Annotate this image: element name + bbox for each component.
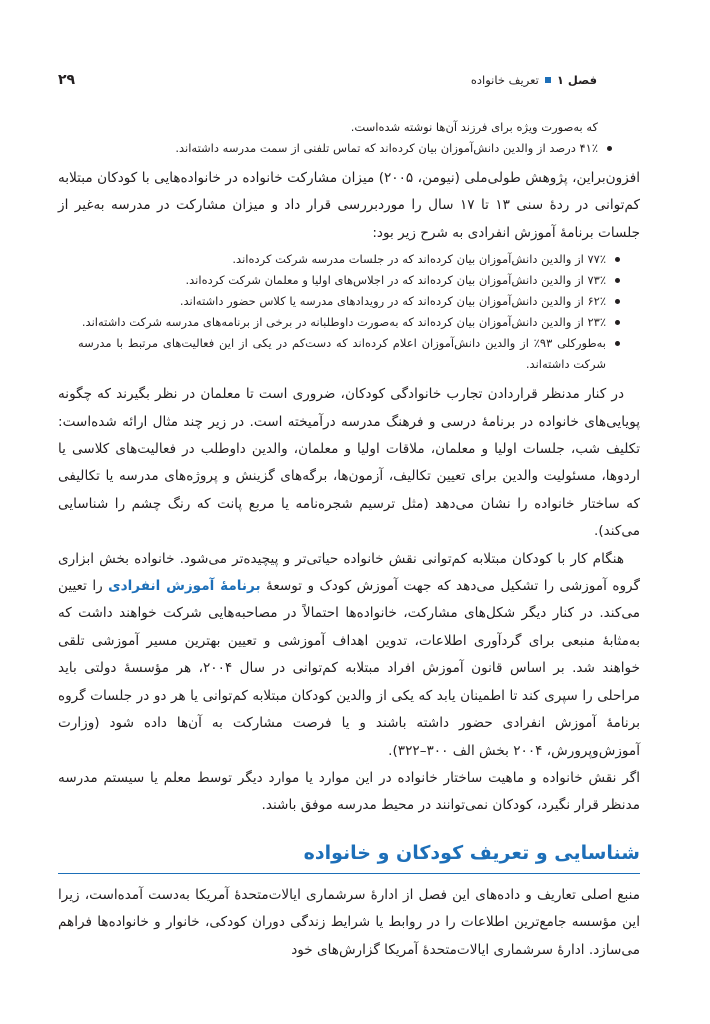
paragraph-study: افزون‌براین، پژوهش طولی‌ملی (نیومن، ۲۰۰۵) میزان مشارکت خانواده در خانواده‌هایی با کودکان مبتلابه کم‌توانی در ردهٔ سنی ۱۳ تا ۱۷ سال را موردبررسی قرار داد و میزان مشارکت در مدرسه به‌غیر از جلسات برنامهٔ آموزش انفرادی به شرح زیر بود: <box>58 170 640 241</box>
list-item: به‌طورکلی ۹۳٪ از والدین دانش‌آموزان اعلام کرده‌اند که دست‌کم در یکی از این فعالیت‌های مرتبط با مدرسه شرکت داشته‌اند. <box>78 333 620 375</box>
chapter-title: تعریف خانواده <box>470 73 539 87</box>
square-bullet-icon <box>545 77 551 83</box>
list-item: ۷۳٪ از والدین دانش‌آموزان بیان کرده‌اند که در اجلاس‌های اولیا و معلمان شرکت کرده‌اند. <box>78 270 620 291</box>
page-header <box>58 69 597 91</box>
paragraph-text: هنگام کار با کودکان مبتلابه کم‌توانی نقش خانواده حیاتی‌تر و پیچیده‌تر می‌شود. خانواده بخش ابزاری گروه آموزشی را تشکیل می‌دهد که جهت آموزش کودک و توسعهٔ <box>58 550 640 595</box>
highlighted-term: برنامهٔ آموزش انفرادی <box>108 578 261 595</box>
list-item: که به‌صورت ویژه برای فرزند آن‌ها نوشته شده‌است. <box>350 120 598 134</box>
results-list-continued <box>58 117 640 159</box>
paragraph-text: را تعیین می‌کند. در کنار دیگر شکل‌های مشارکت، خانواده‌ها احتمالاً در مصاحبه‌هایی شرکت خواهند داشت که به‌مثابهٔ منبعی برای گردآوری اطلاعات، تدوین اهداف آموزشی و تعیین بهترین مسیر آموزشی تلقی خواهند شد. بر اساس قانون آموزش افراد مبتلابه کم‌توانی در سال ۲۰۰۴، هر مؤسسهٔ دولتی باید مراحلی را سپری کند تا اطمینان یابد که یکی از والدین کودکان مبتلابه کم‌توانی یا هر دو در جلسات گروه برنامهٔ آموزش انفرادی حضور داشته باشند و یا فرصت مشارکت به آن‌ها داده شود (وزارت آموزش‌وپرورش، ۲۰۰۴ بخش الف ۳۰۰–۳۲۲). <box>58 578 640 759</box>
paragraph-family-dynamics: در کنار مدنظر قراردادن تجارب خانوادگی کودکان، ضروری است تا معلمان در نظر بگیرند که چگونه پویایی‌های خانواده در برنامهٔ درسی و فرهنگ مدرسه درآمیخته است. در زیر چند مثال ارائه شده‌است: تکلیف شب، جلسات اولیا و معلمان، ملاقات اولیا و معلمان، والدین داوطلب در فعالیت‌های کلاسی یا اردوها، مسئولیت والدین برای تعیین تکالیف، آزمون‌ها، برگه‌های گزینش و پروژه‌های مدرسه یا تکالیفی که ساختار خانواده را نشان می‌دهد (مثل ترسیم شجره‌نامه یا مربع پانت که رنگ چشم را شناسایی می‌کند). <box>58 386 640 540</box>
list-item: ۶۲٪ از والدین دانش‌آموزان بیان کرده‌اند که در رویدادهای مدرسه یا کلاس حضور داشته‌اند. <box>78 291 620 312</box>
page-number: ۲۹ <box>58 72 76 88</box>
list-item: ۷۷٪ از والدین دانش‌آموزان بیان کرده‌اند که در جلسات مدرسه شرکت کرده‌اند. <box>78 249 620 270</box>
list-item: ۴۱٪ درصد از والدین دانش‌آموزان بیان کرده‌اند که تماس تلفنی از سمت مدرسه داشته‌اند. <box>78 138 612 159</box>
paragraph-disability <box>58 546 640 765</box>
participation-list <box>58 249 640 375</box>
running-head <box>471 73 597 87</box>
list-item: ۲۳٪ از والدین دانش‌آموزان بیان کرده‌اند که به‌صورت داوطلبانه در برخی از برنامه‌های مدرسه شرکت داشته‌اند. <box>78 312 620 333</box>
paragraph-census: منبع اصلی تعاریف و داده‌های این فصل از ادارهٔ سرشماری ایالات‌متحدهٔ آمریکا به‌دست آمده‌است، زیرا این مؤسسه جامع‌ترین اطلاعات را در روابط یا شرایط زندگی دوران کودکی، خانوار و خانواده‌ها فراهم می‌سازد. ادارهٔ سرشماری ایالات‌متحدهٔ آمریکا گزارش‌های خود <box>58 886 640 958</box>
chapter-label: فصل ۱ <box>556 73 597 87</box>
page-content <box>58 117 640 964</box>
section-heading: شناسایی و تعریف کودکان و خانواده <box>58 836 640 874</box>
paragraph-conclusion: اگر نقش خانواده و ماهیت ساختار خانواده در این موارد یا موارد دیگر توسط معلم یا سیستم مدرسه مدنظر قرار نگیرد، کودکان نمی‌توانند در محیط مدرسه موفق باشند. <box>58 769 640 814</box>
